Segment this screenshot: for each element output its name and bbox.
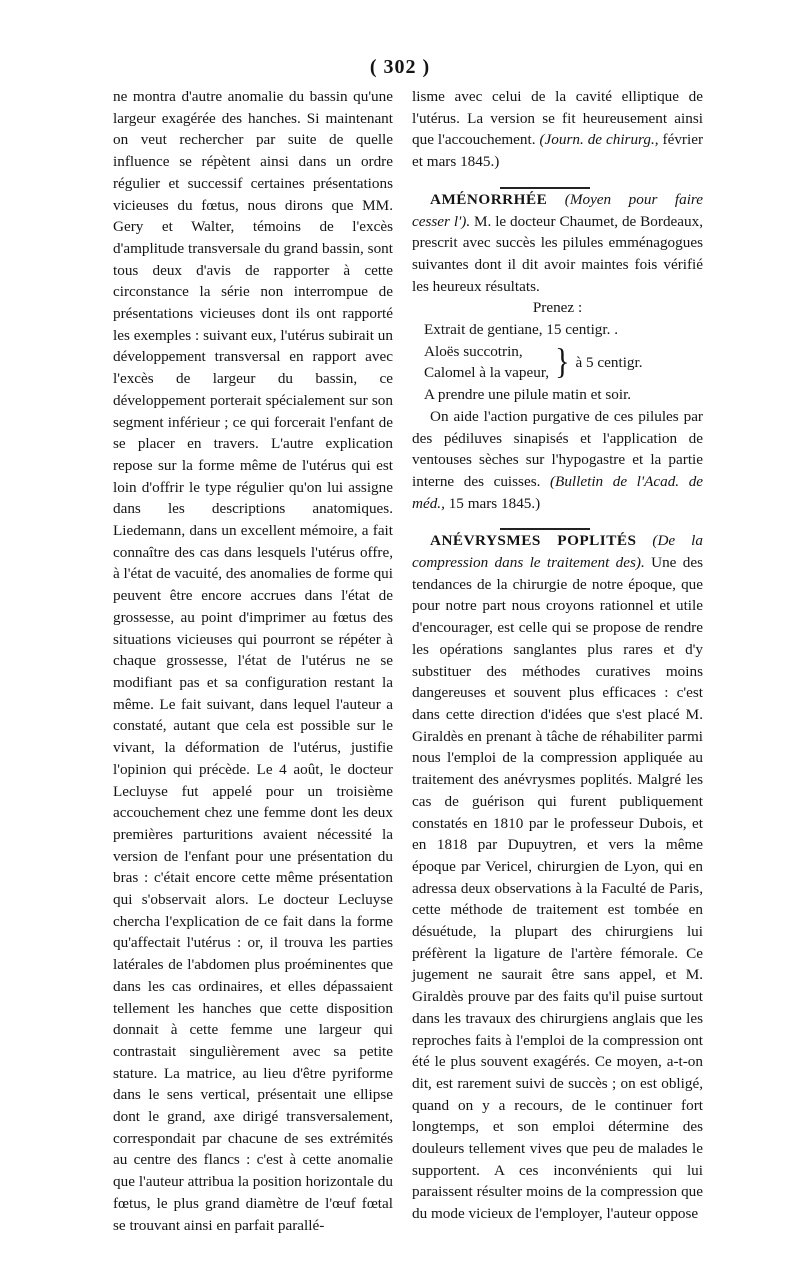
recipe-line: Extrait de gentiane, 15 centigr. .: [424, 321, 618, 339]
article-amenorrhee-intro: [412, 189, 703, 298]
continuation-ref-date: février et mars 1845.): [412, 131, 703, 171]
continuation-text: [412, 86, 703, 173]
recipe-item: Calomel à la vapeur,: [424, 364, 550, 382]
article-subtitle: (Moyen pour faire cesser l').: [412, 190, 703, 230]
brace-symbol: }: [555, 342, 570, 382]
article-intro: M. le docteur Chaumet, de Bordeaux, prescrit avec succès les pilules emménagogues suivantes dont il dit avoir maintes fois vérifié les heureux résultats.: [412, 212, 704, 295]
right-column: [412, 86, 703, 1225]
article-body-text: On aide l'action purgative de ces pilules par des pédiluves sinapisés et l'application de ventouses sèches sur l'hypogastre et la partie interne des cuisses.: [412, 407, 703, 490]
recipe-prenez: Prenez :: [532, 299, 583, 317]
left-column: [113, 86, 393, 1236]
article-ref-date: 15 mars 1845.): [448, 494, 541, 512]
article-body-text: Une des tendances de la chirurgie de notre époque, que pour notre part nous croyons rationnel et utile d'encourager, est celle qui se propose de rendre les opérations sanglantes plus rares et d'y substituer des méthodes curatives moins dangereuses et souvent plus efficaces : c'est dans cette direction d'idées que s'est placé M. Giraldès en prenant à tâche de réhabiliter parmi nous l'emploi de la compression appliquée au traitement des anévrysmes poplités. Malgré les cas de guérison qui furent publiquement constatés en 1810 par le professeur Dubois, et en 1818 par Dupuytren, et vers la même époque par Vericel, chirurgien de Lyon, qui en adressa deux observations à la Faculté de Paris, cette méthode de traitement est tombée en désuétude, la plupart des chirurgiens lui préfèrent la ligature de l'artère fémorale. Ce jugement ne saurait être sans appel, et M. Giraldès prouve par des faits qu'il puise surtout dans les travaux des chirurgiens anglais que les reproches faits à l'emploi de la compression ont été le plus souvent exagérés. Ce moyen, a-t-on dit, est rarement suivi de succès ; on est obligé, quand on y a recours, de le continuer fort longtemps, et son emploi détermine des douleurs tellement vives que peu de malades le supportent. A ces inconvénients qui lui paraissent résulter moins de la compression que du mode vicieux de l'employer, l'auteur oppose: [412, 554, 703, 1223]
article-title: AMÉNORRHÉE: [430, 190, 548, 208]
recipe-item: Aloës succotrin,: [424, 342, 523, 360]
recipe-group: [412, 341, 703, 384]
continuation-ref-journal: (Journ. de chirurg.,: [539, 131, 659, 149]
article-body: [412, 406, 703, 515]
recipe-line: A prendre une pilule matin et soir.: [424, 386, 632, 404]
article-subtitle: (De la compression dans le traitement des).: [412, 532, 703, 572]
continuation-body: lisme avec celui de la cavité elliptique de l'utérus. La version se fit heureusement ainsi que l'accouchement.: [412, 88, 703, 149]
article-ref-journal: (Bulletin de l'Acad. de méd.,: [412, 472, 704, 512]
article-title: ANÉVRYSMES POPLITÉS: [430, 532, 637, 550]
page-number: ( 302 ): [369, 56, 431, 78]
recipe-dose: à 5 centigr.: [575, 353, 643, 371]
article-anevrysmes: [412, 530, 703, 1225]
left-paragraph: ne montra d'autre anomalie du bassin qu'une largeur exagérée des hanches. Si maintenant on veut rechercher par suite de quelle influence se répètent ainsi dans un ordre régulier et successif certaines présentations vicieuses du fœtus, nous dirons que MM. Gery et Walter, témoins de l'excès d'amplitude transversale du grand bassin, sont tous deux d'avis de rapporter à cette circonstance la série non interrompue de présentations vicieuses dont ils ont rapporté les exemples : suivant eux, l'utérus subirait un développement transversal en rapport avec l'excès de largeur du bassin, ce développement porterait spécialement sur son segment inférieur ; ce qui forcerait l'enfant de se placer en travers. L'autre explication repose sur la forme même de l'utérus qui est loin d'offrir le type régulier qu'on lui assigne dans les descriptions anatomiques. Liedemann, dans un excellent mémoire, a fait connaître des cas dans lesquels l'utérus offre, à l'état de vacuité, des anomalies de forme qui peuvent être encore accrues dans l'état de grossesse, au point d'imprimer au fœtus des situations vicieuses qui pourront se répéter à chaque grossesse, l'état de l'utérus ne se modifiant pas et sa configuration restant la même. Le fait suivant, dans lequel l'auteur a constaté, autant que cela est possible sur le vivant, la déformation de l'utérus, justifie l'opinion qui précède. Le 4 août, le docteur Lecluyse fut appelé pour un troisième accouchement chez une femme dont les deux premières parturitions avaient nécessité la version de l'enfant pour une présentation du bras : c'était encore cette même présentation qui s'observait alors. Le docteur Lecluyse chercha l'explication de ce fait dans la forme qu'affectait l'utérus : or, il trouva les parties latérales de l'abdomen plus proéminentes que dans les cas ordinaires, et elles dépassaient tellement les hanches que cette disposition donnait à cette femme une largeur qui contrastait singulièrement avec sa petite stature. La matrice, au lieu d'être pyriforme dans le sens vertical, présentait une ellipse dont le grand, axe dirigé transversalement, correspondait par chacune de ses extrémités au centre des flancs : c'est à cette anomalie que l'auteur attribua la position horizontale du fœtus, le plus grand diamètre de l'œuf fœtal se trouvant ainsi en parfait parallé-: [113, 88, 393, 1234]
